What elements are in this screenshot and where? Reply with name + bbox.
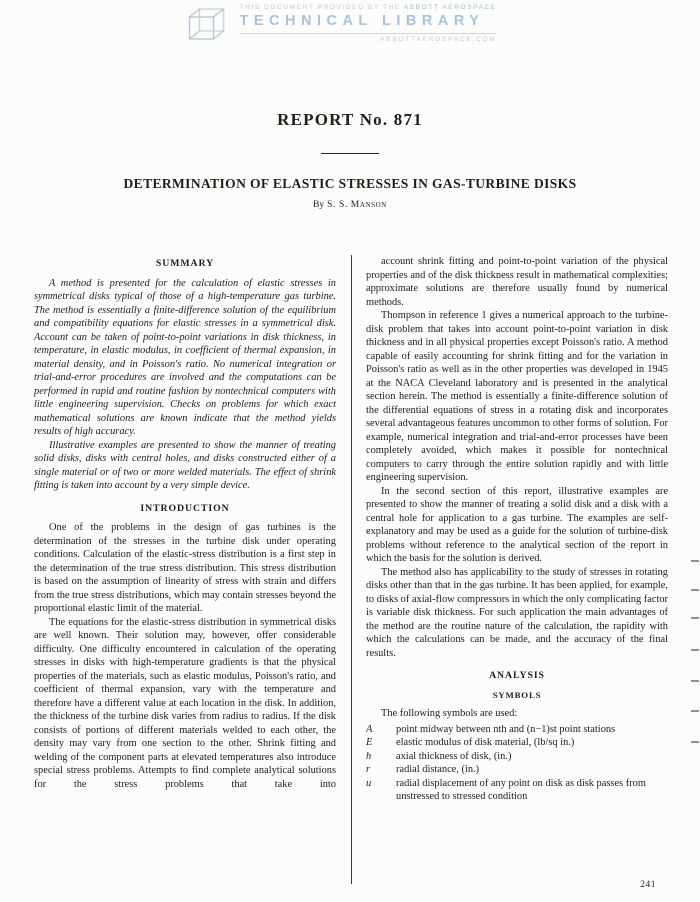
right-column (366, 255, 668, 884)
summary-paragraph: A method is presented for the calculation of elastic stresses in symmetrical disks typical of those of a high-temperature gas turbine. The method is essentially a finite-difference solution of the equilibrium and compatibility equations for elastic stresses in a symmetrical disk. Account can be taken of point-to-point variations in disk thickness, in temperature, in elastic modulus, in coefficient of thermal expansion, in material density, and in Poisson's ratio. No numerical integration or trial-and-error procedures are involved and the computations can be performed in rapid and routine fashion by nontechnical computers with little engineering supervision. Checks on problems for which exact mathematical solutions are known indicate that the method yields results of high accuracy. (34, 277, 336, 437)
symbol-letter: u (366, 777, 372, 789)
title-divider-rule (321, 153, 379, 154)
summary-heading: SUMMARY (155, 258, 215, 269)
scan-artifact-mark (691, 710, 699, 712)
symbol-definition: axial thickness of disk, (in.) (396, 750, 512, 762)
scan-artifact-mark (691, 680, 699, 682)
watermark-provided-line (240, 4, 497, 11)
report-title: DETERMINATION OF ELASTIC STRESSES IN GAS-TURBINE DISKS (123, 176, 577, 191)
symbols-heading: SYMBOLS (492, 689, 542, 700)
intro-paragraph: The equations for the elastic-stress distribution in symmetrical disks are well known. Their solution may, however, offer considerable difficulty. One difficulty encountered in calculation of the operating stresses in disks with high-temperature gradients is that the physical properties of the materials, such as elastic modulus, Poisson's ratio, and coefficient of thermal expansion, vary with the temperature and therefore have a different value at each location in the disk. In addition, the thickness of the turbine disk varies from radius to radius. If the disk consists of portions of different materials welded to each other, the density may vary from one section to the other. Shrink fitting and welding of the component parts at elevated temperatures also introduce special stress problems. Attempts to find complete analytical solutions for the stress problems that take into (34, 616, 336, 790)
body-paragraph: account shrink fitting and point-to-point variation of the physical properties and of the disk thickness result in mathematical complexities; approximate solutions are therefore usually found by numerical methods. (366, 256, 668, 308)
watermark-library-title: TECHNICAL LIBRARY (240, 11, 497, 34)
analysis-heading: ANALYSIS (489, 670, 545, 681)
symbol-definition: radial displacement of any point on disk as disk passes from unstressed to stressed condition (396, 777, 646, 802)
symbol-row (366, 723, 668, 737)
symbol-row (366, 763, 668, 777)
body-paragraph: Thompson in reference 1 gives a numerical approach to the turbine-disk problem that takes into account point-to-point variation in disk thickness and in all physical properties except Poisson's ratio. A method capable of easily accounting for shrink fitting and for the variation in Poisson's ratio as well as in the other properties was developed in 1945 at the NACA Cleveland laboratory and is presented in the analytical section herein. The method is essentially a finite-difference solution of the differential equations of stress in a rotating disk and incorporates several advantageous features uncommon to other forms of solution. For example, numerical integration and trial-and-error processes have been completely avoided, which makes it possible for nontechnical computers to carry through the entire solution rapidly and with little engineering supervision. (366, 310, 668, 483)
body-paragraph: In the second section of this report, illustrative examples are presented to show the manner of treating a solid disk and a disk with a central hole for application to a gas turbine. The examples are self-explanatory and may be used as a guide for the solution of turbine-disk problems without reference to the analytical section of the report in which the basis for the solution is derived. (366, 485, 668, 564)
scan-artifact-mark (691, 589, 699, 591)
watermark-provided-prefix: THIS DOCUMENT PROVIDED BY THE (239, 4, 401, 11)
body-columns (34, 255, 668, 884)
author-name: S. S. Manson (327, 200, 387, 210)
byline-prefix: By (313, 200, 325, 210)
symbol-definition: elastic modulus of disk material, (lb/sq in.) (396, 737, 575, 748)
symbol-definition: point midway between nth and (n−1)st point stations (396, 723, 616, 735)
symbol-row (366, 736, 668, 750)
symbol-letter: A (366, 723, 373, 735)
report-number: REPORT No. 871 (277, 110, 423, 129)
intro-paragraph: One of the problems in the design of gas turbines is the determination of the stresses in the turbine disk under operating conditions. Calculation of the elastic-stress distribution is a first step in the determination of the true stress distribution. This stress distribution is based on the assumption of linearity of stress with strain and differs from the true stress distributions, which may contain stresses beyond the proportional elastic limit of the material. (34, 522, 336, 614)
symbol-letter: r (366, 764, 371, 775)
left-column (34, 255, 336, 884)
body-paragraph: The method also has applicability to the study of stresses in rotating disks other than that in the gas turbine. It has been applied, for example, to disks of axial-flow compressors in which the only complicating factor is variable disk thickness. For such application the main advantages of the method are the routine nature of the calculation, the rapidity with which the calculations can be made, and the accuracy of the final results. (366, 566, 668, 659)
watermark-site-url: ABBOTTAEROSPACE.COM (380, 36, 497, 43)
scan-artifact-mark (691, 649, 699, 651)
symbol-row (366, 750, 668, 764)
symbol-letter: E (366, 737, 373, 748)
introduction-heading: INTRODUCTION (140, 502, 230, 514)
column-divider-rule (351, 255, 352, 884)
watermark-text (240, 4, 497, 43)
summary-paragraph: Illustrative examples are presented to show the manner of treating solid disks, disks with central holes, and disks constructed either of a single material or of two or more welded materials. The effect of shrink fitting is taken into account by a very simple device. (34, 439, 336, 491)
scan-artifact-mark (691, 741, 699, 743)
page-number: 241 (640, 880, 656, 890)
symbols-intro: The following symbols are used: (381, 708, 518, 719)
watermark-brand: ABBOTT AEROSPACE (403, 4, 497, 11)
scan-artifact-mark (691, 560, 699, 562)
symbol-letter: h (366, 750, 372, 762)
watermark-header (185, 4, 497, 49)
cube-logo-icon (185, 6, 231, 49)
symbol-definition: radial distance, (in.) (396, 764, 480, 775)
symbol-row (366, 777, 668, 804)
scan-artifact-mark (691, 617, 699, 619)
byline (0, 200, 700, 210)
